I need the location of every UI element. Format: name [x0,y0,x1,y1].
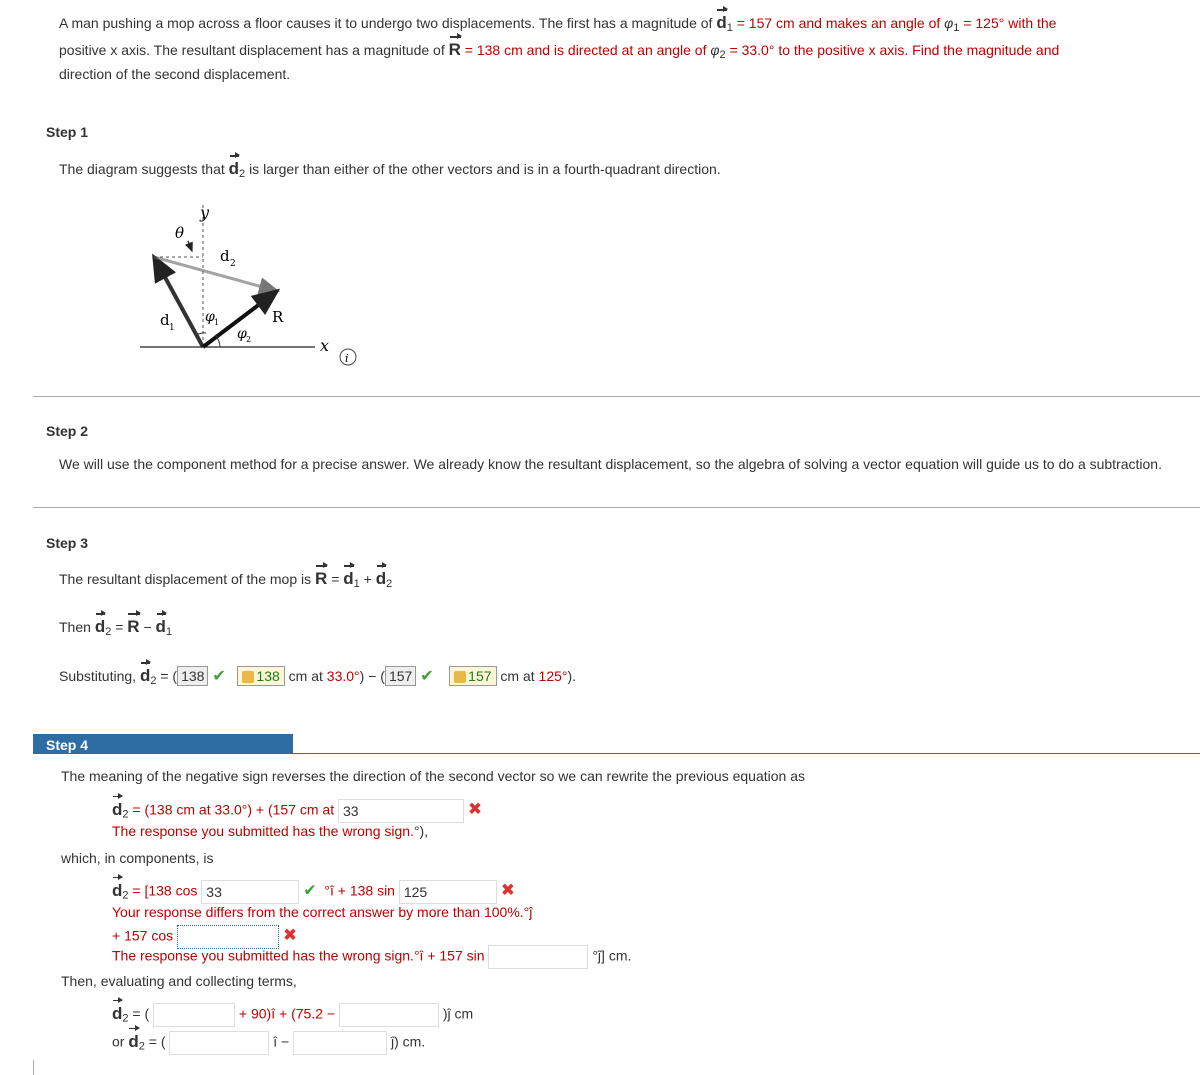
R-symbol-2: R [315,569,328,588]
step4-rule [293,753,1200,754]
eq1-error-text: The response you submitted has the wrong sign. [112,823,414,839]
phi1-sub: 1 [214,318,220,327]
phi1-arc [197,333,206,335]
vector-diagram [140,195,380,370]
eq3-text-a: = ( [132,1005,150,1022]
d2-symbol-6: d [112,880,123,900]
phi1-value: = 125° with the [963,15,1057,31]
eq3-input-1[interactable] [153,1003,235,1027]
angle-1: 33.0° [326,668,360,684]
step4-eq4: or $d_2$ = ( î − ĵ) cm. [112,1031,425,1055]
answer-field-2[interactable]: 157 [385,666,416,686]
d2-symbol-8: d [128,1031,139,1051]
cm-at-text: cm at [288,668,323,684]
step1-text: The diagram suggests that $d_2$ is larger than either of the other vectors and is in a fourth-quadrant direction. [59,159,721,180]
info-icon-glyph: i [345,352,349,365]
answer-field-1[interactable]: 138 [177,666,208,686]
d2-symbol-5: d [112,799,123,819]
eq3-text-c: )ĵ cm [442,1005,474,1022]
eq1-end: °), [413,823,429,839]
eq2-text-b: °î + 138 sin [324,882,395,899]
problem-line-1: A man pushing a mop across a floor causes it to undergo two displacements. The first has a magnitude of $d_1 = 157$ cm and makes an angle of $\varphi_1 = 125^\circ$ with the [59,13,1057,34]
angle-2: 125° [538,668,568,684]
theta-label: θ [175,224,185,242]
problem-line-3: direction of the second displacement. [59,66,291,82]
step3-label: Step 3 [46,535,89,551]
R-value: = 138 cm and is directed at an angle of [464,42,707,58]
d1-symbol-2: d [343,569,354,588]
eq2-error [112,904,532,920]
eq3-text-b: + 90)î + (75.2 − [238,1005,336,1022]
d1-symbol-3: d [155,617,166,636]
d2-symbol-4: d [139,666,151,685]
eq1-error [112,823,428,839]
eq3-input-2[interactable] [339,1003,439,1027]
eq4-text-c: ĵ) cm. [391,1033,426,1050]
step4-eq1: $d_2 = (138$ cm at 33.0°) + (157 cm at 33 ✖ [112,799,482,823]
step4-eq3: $d_2$ = ( + 90)î + (75.2 − )ĵ cm [112,1003,473,1027]
eq2-input-2[interactable]: 125 [399,880,497,904]
eq2-input-1[interactable]: 33 [201,880,299,904]
key-icon [454,671,466,683]
cross-icon: ✖ [500,880,515,900]
step1-text-a: The diagram suggests that [59,161,225,177]
check-icon: ✔ [303,882,317,900]
R-label: R [272,308,284,326]
step4-intro: The meaning of the negative sign reverses the direction of the second vector so we can rewrite the previous equation as [61,768,805,784]
d1-sub: 1 [169,323,175,333]
step4-label: Step 4 [46,737,89,753]
x-label: x [320,336,330,355]
j-unit: °ĵ [523,904,533,920]
d2-symbol-7: d [112,1003,123,1023]
eq1-input[interactable]: 33 [338,799,464,823]
phi2-label: φ [237,326,247,342]
cross-icon: ✖ [282,925,298,945]
d2-arrow [154,257,277,291]
eq4-input-2[interactable] [293,1031,387,1055]
R-symbol: R [448,40,461,59]
d2-symbol-2: d [375,569,387,588]
R-symbol-3: R [127,617,140,636]
eq4-text-a: = ( [148,1033,166,1050]
phi2-sub: 2 [246,335,252,344]
phi2-value: = 33.0° to the positive x axis. Find the magnitude and [729,42,1060,58]
check-icon: ✔ [420,668,434,685]
d1-symbol: d [716,13,727,32]
divider-2 [33,507,1200,508]
step3-text: The resultant displacement of the mop is [59,571,312,587]
d1-arrow [154,257,203,347]
d2-sub: 2 [230,259,236,269]
left-rule [33,1060,34,1075]
key-icon [242,671,254,683]
eq2-error-text-2: The response you submitted has the wrong sign. [112,947,414,964]
plus-157-cos: + 157 cos [112,927,174,944]
eq2-error-text: Your response differs from the correct answer by more than 100%. [112,904,524,920]
d2-symbol-3: d [94,617,106,636]
divider-1 [33,396,1200,397]
step2-label: Step 2 [46,423,89,439]
step3-line-1: The resultant displacement of the mop is $R = d_1 + d_2$ [59,569,393,590]
d2-symbol: d [228,159,240,178]
phi1-label: φ [205,309,215,325]
problem-text: A man pushing a mop across a floor causes it to undergo two displacements. The first has a magnitude of [59,15,713,31]
minus-text: ) − ( [359,668,385,684]
cm-at-text-2: cm at [500,668,535,684]
eq2-tail: °î + 157 sin [413,947,485,964]
step1-text-b: is larger than either of the other vectors and is in a fourth-quadrant direction. [249,161,721,177]
eq2-text: = [138 cos [132,882,198,899]
then-collect: Then, evaluating and collecting terms, [61,973,297,989]
key-answer-2[interactable] [449,666,496,686]
eq4-input-1[interactable] [169,1031,269,1055]
eq2-input-4[interactable] [488,945,588,969]
which-text: which, in components, is [61,850,214,866]
y-label: y [200,203,210,222]
key-value-1: 138 [256,668,280,684]
theta-pointer [188,241,192,251]
problem-text-2: positive x axis. The resultant displacement has a magnitude of [59,42,445,58]
step3-line-2: Then $d_2 = R - d_1$ [59,617,173,638]
d1-label: d [160,311,170,329]
eq2-end: °ĵ] cm. [592,947,632,964]
step4-eq2: $d_2 = [138$ cos 33 ✔ °î + 138 sin 125 ✖ [112,880,515,904]
eq2-error-2 [112,945,631,969]
then-text: Then [59,619,91,635]
eq4-text-b: î − [273,1033,290,1050]
check-icon: ✔ [212,668,226,685]
d1-value: = 157 cm and makes an angle of [736,15,941,31]
key-answer-1[interactable] [237,666,284,686]
step2-text: We will use the component method for a precise answer. We already know the resultant displacement, so the algebra of solving a vector equation will guide us to do a subtraction. [59,456,1162,472]
step3-line-3: Substituting, $d_2$ = ( 138 ✔ 138 cm at 33.0°) − ( 157 ✔ 157 cm at 125°). [59,666,577,687]
substituting-text: Substituting, [59,668,137,684]
key-value-2: 157 [468,668,492,684]
cross-icon: ✖ [467,799,483,819]
or-text: or [112,1033,125,1050]
step1-label: Step 1 [46,124,89,140]
eq1-text: = (138 cm at 33.0°) + (157 cm at [132,801,335,818]
problem-line-2: positive x axis. The resultant displacement has a magnitude of R = 138 cm and is directed at an angle of $\varphi_2 = 33.0^\circ$ to the positive x axis. Find the magnitude and [59,40,1060,61]
d2-label: d [220,247,230,265]
